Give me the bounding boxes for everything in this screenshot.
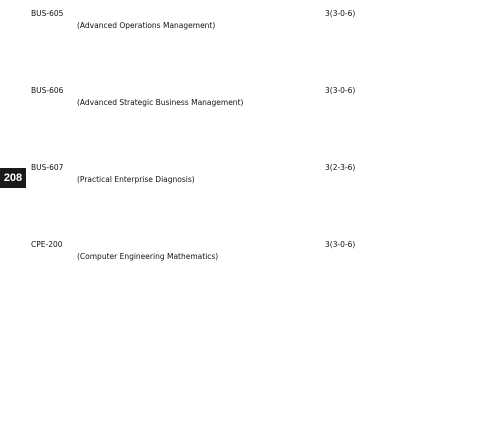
course-prerequisite	[31, 262, 471, 271]
course-code: BUS-607	[31, 163, 64, 172]
course-credits: 3(3-0-6)	[325, 9, 356, 18]
course-corequisite	[31, 117, 471, 126]
course-list	[31, 8, 471, 316]
course-code: BUS-606	[31, 86, 64, 95]
course-entry	[31, 239, 471, 305]
course-prerequisite	[31, 185, 471, 194]
course-description	[31, 126, 471, 151]
course-english-title: (Computer Engineering Mathematics)	[77, 252, 219, 261]
course-corequisite	[31, 40, 471, 49]
course-english-title: (Practical Enterprise Diagnosis)	[77, 175, 195, 184]
course-entry	[31, 85, 471, 151]
course-description	[31, 203, 471, 228]
course-header	[31, 8, 471, 20]
course-credits: 3(2-3-6)	[325, 163, 356, 172]
sidebar-caption	[6, 192, 18, 262]
course-prerequisite	[31, 31, 471, 40]
course-credits: 3(3-0-6)	[325, 86, 356, 95]
course-header	[31, 239, 471, 251]
course-entry	[31, 162, 471, 228]
course-code: CPE-200	[31, 240, 63, 249]
course-english-title: (Advanced Operations Management)	[77, 21, 216, 30]
course-description	[31, 49, 471, 74]
course-header	[31, 85, 471, 97]
course-header	[31, 162, 471, 174]
course-corequisite	[31, 194, 471, 203]
course-english-title: (Advanced Strategic Business Management)	[77, 98, 244, 107]
course-credits: 3(3-0-6)	[325, 240, 356, 249]
course-prerequisite	[31, 108, 471, 117]
course-entry	[31, 8, 471, 74]
page-number-tab: 208	[0, 168, 26, 188]
course-description	[31, 280, 471, 305]
course-corequisite	[31, 271, 471, 280]
course-code: BUS-605	[31, 9, 64, 18]
